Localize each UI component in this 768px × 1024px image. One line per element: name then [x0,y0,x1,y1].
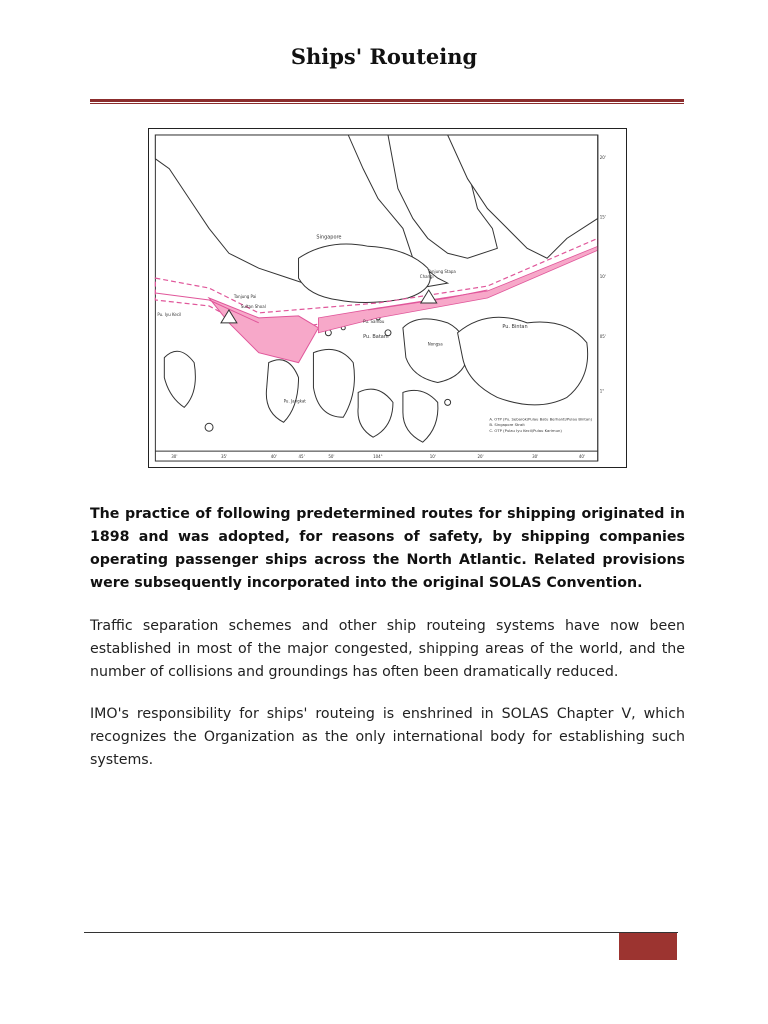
lon-tick: 50' [328,454,335,460]
label-changi: Changi [419,274,434,280]
page-title: Ships' Routeing [290,44,478,69]
label-nongsa: Nongsa [427,341,443,347]
title-divider-thin [90,103,684,104]
lat-tick: 20' [599,154,606,160]
body-paragraph-3: IMO's responsibility for ships' routeing is enshrined in SOLAS Chapter V, which recognizes the Organization as the only international body for establishing such systems. [90,706,685,768]
label-pu-sambu: Pu. Sambu [363,318,385,324]
routeing-map [148,128,627,468]
label-pu-bintan: Pu. Bintan [502,323,528,330]
lat-tick: 15' [599,214,606,220]
lon-tick: 10' [429,454,436,460]
lon-tick: 30' [532,454,539,460]
routeing-map-chart [149,129,626,467]
footer-divider [84,932,678,933]
label-pu-batam: Pu. Batam [363,333,389,340]
label-pu-jangkat: Pu. Jangkat [283,398,306,404]
lon-tick: 35' [220,454,228,460]
footer-accent-block [619,933,677,960]
lat-tick: 05' [599,333,606,339]
label-pu-iyu-kecil: Pu. Iyu Kecil [157,311,182,317]
body-paragraph-2: Traffic separation schemes and other ship routeing systems have now been established in most of the major congested, shipping areas of the world, and the number of collisions and groundings has often been dramatically reduced. [90,618,685,680]
label-singapore: Singapore [316,234,342,241]
map-legend-c: C. OTP (Pulau Iyu Kecil/Pulau Karimun) [489,429,562,434]
lon-tick: 104° [373,454,383,460]
map-legend-a: A. OTP (Pu. Sebarok/Pulau Batu Berhanti/Pulau Bintan) [489,417,593,422]
lon-tick: 20' [477,454,484,460]
lon-tick: 40' [578,454,586,460]
lon-tick: 45' [298,454,305,460]
label-tanjung-stapa: Tanjung Stapa [427,269,456,275]
label-tanjung-pai: Tanjung Pai [233,294,257,299]
intro-paragraph: The practice of following predetermined routes for shipping originated in 1898 and was adopted, for reasons of safety, by shipping companies operating passenger ships across the North Atlantic. Related provisions were subsequently incorporated into the original SOLAS Convention. [90,506,685,591]
title-divider [90,99,684,102]
label-sultan-shoal: Sultan Shoal [240,303,266,309]
lat-tick: 10' [599,274,606,280]
lon-tick: 40' [270,454,277,460]
map-legend-b: B. Singapore Strait [489,423,525,428]
lon-tick: 30' [171,454,178,460]
lat-tick: 1° [599,388,605,394]
